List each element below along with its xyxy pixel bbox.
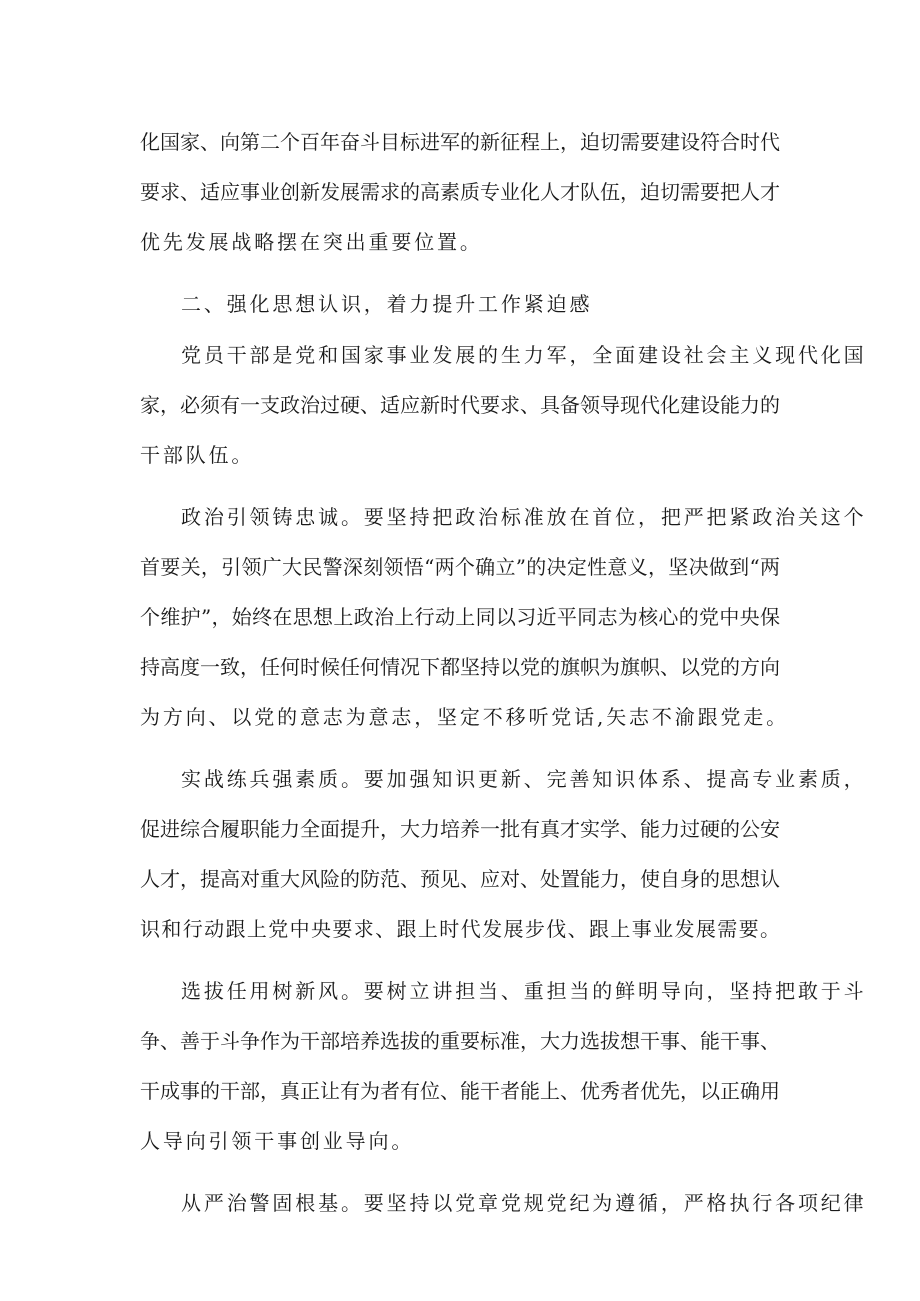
text-line: 政治引领铸忠诚。要坚持把政治标准放在首位，把严把紧政治关这个 [181,505,867,529]
text-line: 干成事的干部，真正让有为者有位、能干者能上、优秀者优先，以正确用 [140,1079,780,1103]
text-line: 家，必须有一支政治过硬、适应新时代要求、具备领导现代化建设能力的 [140,393,780,417]
text-line: 持高度一致，任何时候任何情况下都坚持以党的旗帜为旗帜、以党的方向 [140,655,780,679]
section-heading: 二、强化思想认识，着力提升工作紧迫感 [181,292,593,316]
text-line: 优先发展战略摆在突出重要位置。 [140,230,483,254]
text-line: 选拔任用树新风。要树立讲担当、重担当的鲜明导向，坚持把敢于斗 [181,979,867,1003]
text-line: 争、善于斗争作为干部培养选拔的重要标准，大力选拔想干事、能干事、 [140,1029,780,1053]
text-line: 识和行动跟上党中央要求、跟上时代发展步伐、跟上事业发展需要。 [140,917,780,941]
text-line: 人导向引领干事创业导向。 [140,1129,415,1153]
text-line: 为方向、以党的意志为意志，坚定不移听党话,矢志不渝跟党走。 [140,705,790,729]
text-line: 首要关，引领广大民警深刻领悟“两个确立”的决定性意义，坚决做到“两 [140,555,780,579]
text-line: 化国家、向第二个百年奋斗目标进军的新征程上，迫切需要建设符合时代 [140,130,780,154]
text-line: 促进综合履职能力全面提升，大力培养一批有真才实学、能力过硬的公安 [140,817,780,841]
text-line: 个维护”，始终在思想上政治上行动上同以习近平同志为核心的党中央保 [140,605,780,629]
text-line: 要求、适应事业创新发展需求的高素质专业化人才队伍，迫切需要把人才 [140,180,780,204]
text-line: 人才，提高对重大风险的防范、预见、应对、处置能力，使自身的思想认 [140,867,780,891]
text-line: 从严治警固根基。要坚持以党章党规党纪为遵循，严格执行各项纪律 [181,1191,867,1215]
text-line: 干部队伍。 [140,443,255,467]
text-line: 实战练兵强素质。要加强知识更新、完善知识体系、提高专业素质， [181,767,867,791]
text-line: 党员干部是党和国家事业发展的生力军，全面建设社会主义现代化国 [181,343,867,367]
